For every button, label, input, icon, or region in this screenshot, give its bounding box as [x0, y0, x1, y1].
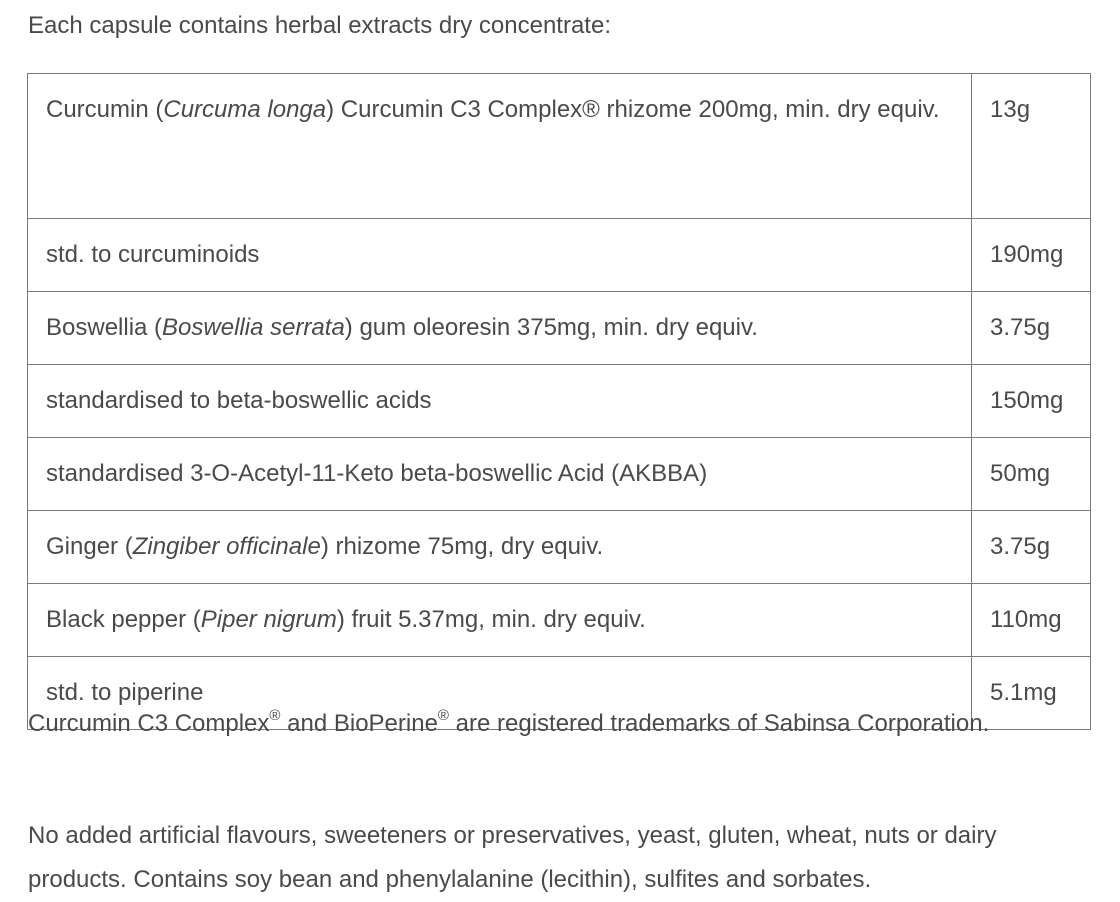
- ingredient-text: Curcumin (: [46, 96, 164, 123]
- ingredient-text-suffix: ) fruit 5.37mg, min. dry equiv.: [336, 606, 646, 633]
- ingredient-text: Black pepper (: [46, 606, 201, 633]
- table-row: [28, 438, 1091, 511]
- ingredient-text: Boswellia (: [46, 314, 163, 341]
- ingredient-text: standardised 3-O-Acetyl-11-Keto beta-boswellic Acid (AKBBA): [46, 460, 708, 487]
- registered-mark: ®: [437, 707, 449, 724]
- amount-cell: 3.75g: [972, 511, 1091, 584]
- ingredient-latin-name: Piper nigrum: [200, 606, 337, 633]
- amount-cell: 3.75g: [972, 292, 1091, 365]
- allergen-note: No added artificial flavours, sweeteners or preservatives, yeast, gluten, wheat, nuts or dairy products. Contains soy bean and phenylalanine (lecithin), sulfites and sorbates.: [28, 822, 997, 893]
- amount-cell: 13g: [972, 74, 1091, 219]
- ingredient-text: standardised to beta-boswellic acids: [46, 387, 432, 414]
- ingredient-cell: [28, 511, 972, 584]
- ingredient-cell: [28, 438, 972, 511]
- table-row: [28, 292, 1091, 365]
- trademark-note: [28, 702, 1078, 746]
- table-row: [28, 365, 1091, 438]
- amount-cell: 150mg: [972, 365, 1091, 438]
- intro-text: Each capsule contains herbal extracts dry concentrate:: [28, 12, 611, 39]
- table-row: [28, 74, 1091, 219]
- trademark-text: Curcumin C3 Complex: [28, 710, 270, 737]
- amount-cell: 5.1mg: [972, 657, 1091, 730]
- ingredient-text: Ginger (: [46, 533, 133, 560]
- ingredient-cell: [28, 365, 972, 438]
- ingredient-text-suffix: ) Curcumin C3 Complex® rhizome 200mg, min. dry equiv.: [326, 96, 940, 123]
- table-row: [28, 584, 1091, 657]
- ingredient-latin-name: Curcuma longa: [163, 96, 327, 123]
- amount-cell: 110mg: [972, 584, 1091, 657]
- ingredient-latin-name: Boswellia serrata: [162, 314, 345, 341]
- ingredient-cell: [28, 292, 972, 365]
- registered-mark: ®: [269, 707, 281, 724]
- ingredients-table: [27, 73, 1091, 730]
- amount-cell: 190mg: [972, 219, 1091, 292]
- ingredient-text-suffix: ) gum oleoresin 375mg, min. dry equiv.: [344, 314, 758, 341]
- ingredient-text: std. to curcuminoids: [46, 241, 260, 268]
- table-row: [28, 219, 1091, 292]
- amount-cell: 50mg: [972, 438, 1091, 511]
- ingredient-text-suffix: ) rhizome 75mg, dry equiv.: [320, 533, 604, 560]
- table-row: [28, 511, 1091, 584]
- ingredient-cell: [28, 74, 972, 219]
- ingredient-cell: [28, 219, 972, 292]
- trademark-text: are registered trademarks of Sabinsa Corporation.: [448, 710, 990, 737]
- ingredient-text: std. to piperine: [46, 679, 204, 706]
- trademark-text: and BioPerine: [280, 710, 438, 737]
- ingredient-cell: [28, 584, 972, 657]
- ingredient-latin-name: Zingiber officinale: [132, 533, 321, 560]
